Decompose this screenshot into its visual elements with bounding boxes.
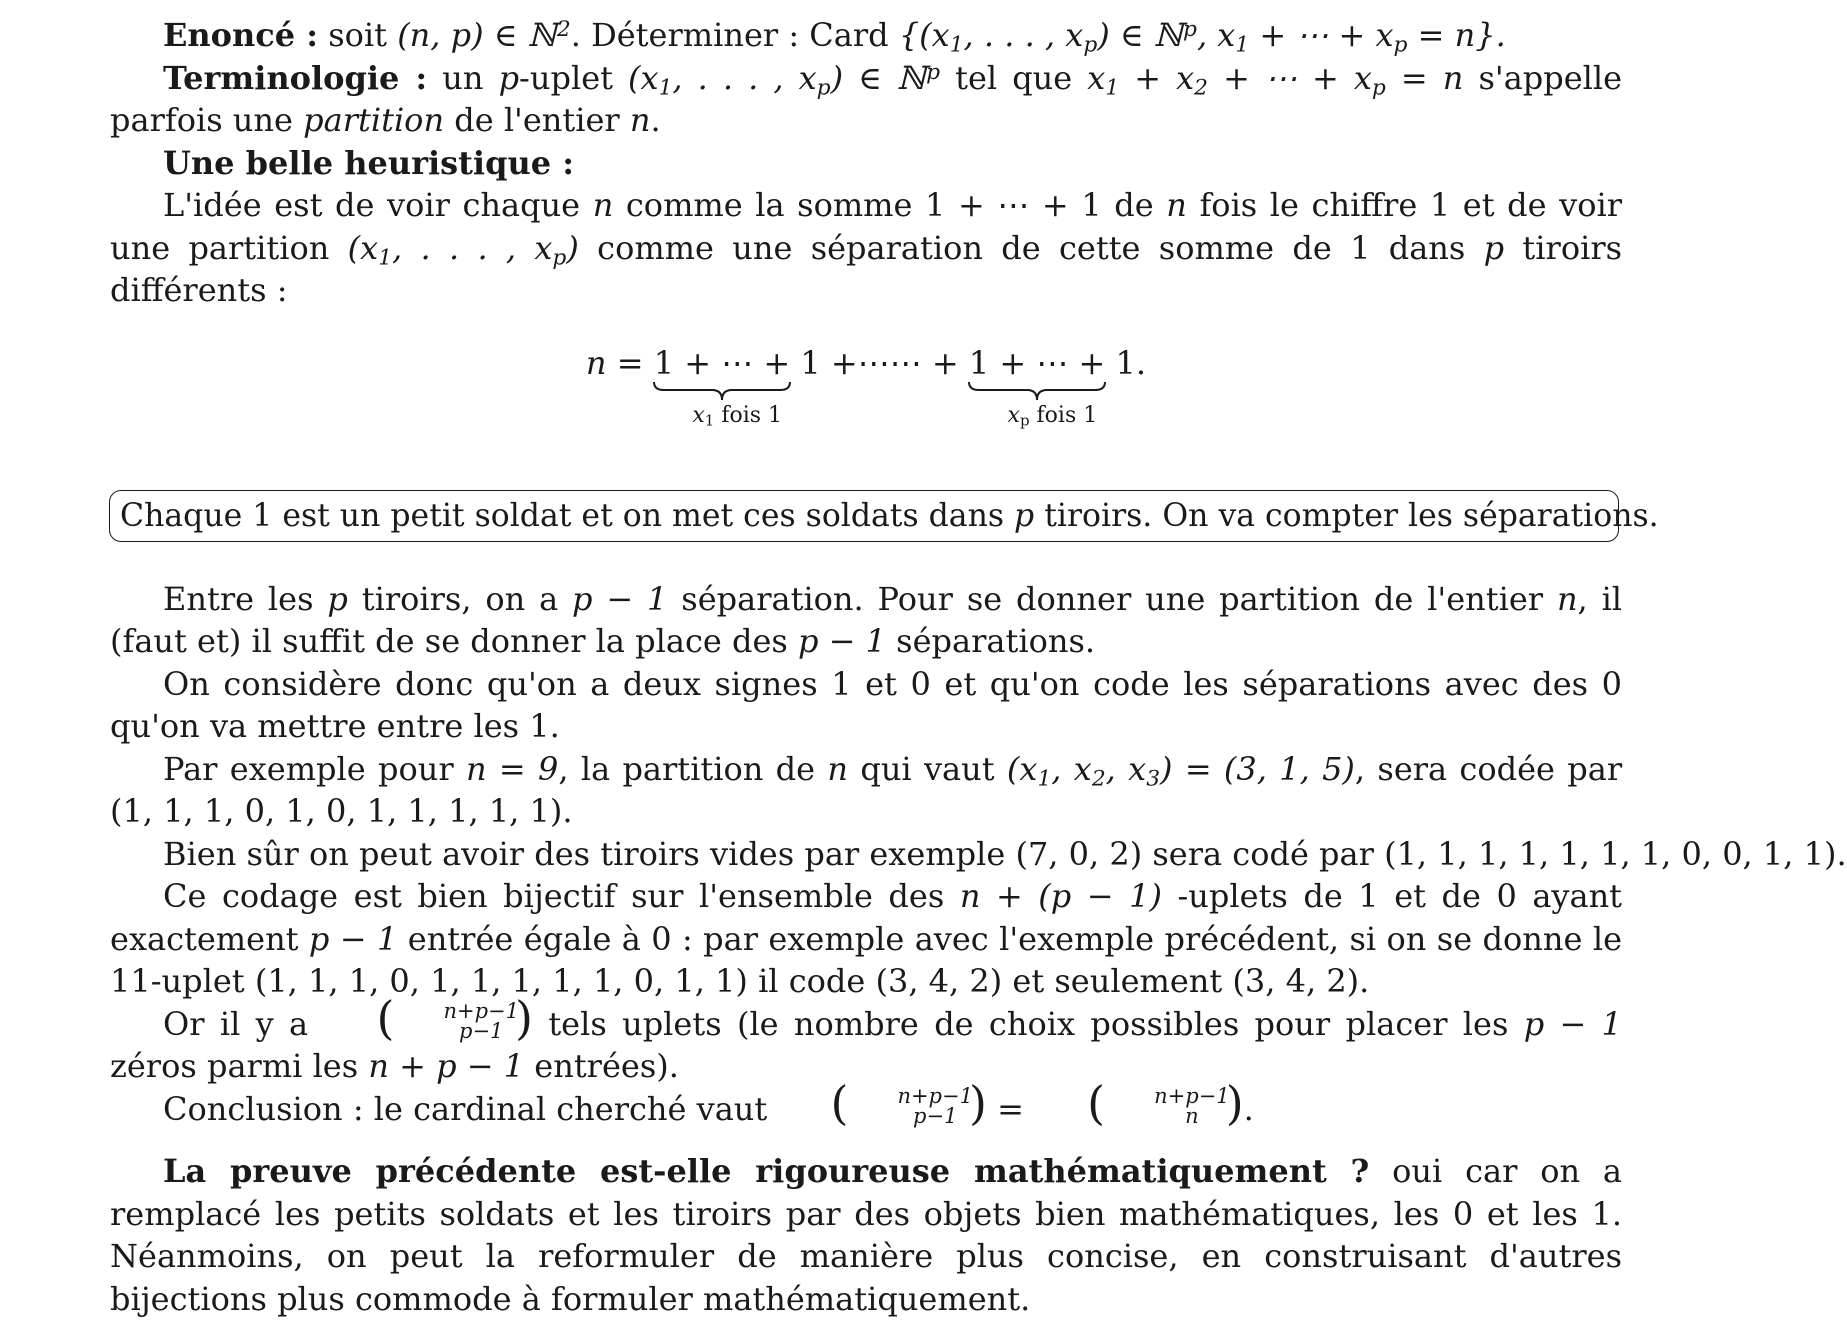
underbrace-1: [652, 380, 792, 402]
binomial-coefficient: ( n+p−1 n ): [1087, 1076, 1244, 1130]
tiroirs-vides-paragraph: Bien sûr on peut avoir des tiroirs vides par exemple (7, 0, 2) sera codé par (1, 1, 1, 1, 1, 1, 1, 0, 0, 1, 1).: [163, 834, 1847, 873]
binomial-coefficient: ( n+p−1 p−1 ): [830, 1076, 987, 1130]
underbrace-group-2: 1 + ⋯ + 1 $x_p$ fois 1: [968, 343, 1136, 430]
partition-term: partition: [303, 101, 445, 139]
underbrace-2: [967, 380, 1107, 402]
conclusion-paragraph: Conclusion : le cardinal cherché vaut ( n+p−1 p−1 ) = ( n+p−1 n ) .: [163, 1076, 1254, 1130]
math: (n, p) ∈ ℕ$^2$: [397, 16, 571, 54]
heuristique-paragraph: L'idée est de voir chaque n comme la somme 1 + ⋯ + 1 de n fois le chiffre 1 et de voir une partition ($x_1$, . . . , $x_p$) comme une séparation de cette somme de 1 dans p tiroirs différents :: [110, 186, 1623, 309]
enonce-paragraph: [110, 14, 1622, 57]
heuristique-heading: Une belle heuristique :: [163, 143, 575, 182]
underbrace-label-1: $x_1$ fois 1: [692, 402, 783, 430]
codage-paragraph: On considère donc qu'on a deux signes 1 et 0 et qu'on code les séparations avec des 0 qu'on va mettre entre les 1.: [110, 664, 1622, 745]
exemple-paragraph: Par exemple pour n = 9, la partition de n qui vaut ($x_1$, $x_2$, $x_3) = (3$, 1, 5), sera codée par (1, 1, 1, 0, 1, 0, 1, 1, 1, 1, 1).: [110, 749, 1623, 830]
terminologie-label: Terminologie :: [163, 58, 428, 97]
binomial-coefficient: ( n+p−1 p−1 ): [376, 991, 533, 1045]
nombre-uplets-paragraph: Or il y a ( n+p−1 p−1 ) tels uplets (le nombre de choix possibles pour placer les p − 1 zéros parmi les n + p − 1 entrées).: [110, 991, 1623, 1085]
text: soit: [328, 16, 388, 54]
boxed-remark: Chaque 1 est un petit soldat et on met ces soldats dans p tiroirs. On va compter les séparations.: [109, 490, 1619, 542]
bijectif-paragraph: Ce codage est bien bijectif sur l'ensemble des n + (p − 1) -uplets de 1 et de 0 ayant exactement p − 1 entrée égale à 0 : par exemple avec l'exemple précédent, si on se donne le 11-uplet (1, 1, 1, 0, 1, 1, 1, 1, 1, 0, 1, 1) il code (3, 4, 2) et seulement (3, 4, 2).: [110, 877, 1623, 1000]
separations-paragraph: Entre les p tiroirs, on a p − 1 séparation. Pour se donner une partition de l'entier n, il (faut et) il suffit de se donner la place des p − 1 séparations.: [110, 579, 1623, 660]
terminologie-paragraph: Terminologie : un p-uplet ($x_1$, . . . , $x_p$) ∈ ℕ$^p$ tel que $x_1 + x_2$ + ⋯ + $x_p = n$ s'appelle parfois une partition de l'entier n.: [110, 58, 1623, 139]
display-equation: n = 1 + ⋯ + 1 $x_1$ fois 1 +⋯⋯ + 1 + ⋯ + 1 $x_p$ fois 1 .: [585, 343, 1147, 430]
equation-lhs: n =: [585, 343, 644, 382]
document-page: [110, 14, 1847, 1320]
underbrace-label-2: $x_p$ fois 1: [1007, 402, 1098, 430]
enonce-label: Enoncé :: [163, 16, 319, 54]
rigueur-paragraph: La preuve précédente est-elle rigoureuse mathématiquement ? oui car on a remplacé les petits soldats et les tiroirs par des objets bien mathématiques, les 0 et les 1. Néanmoins, on peut la reformuler de manière plus concise, en construisant d'autres bijections plus commode à formuler mathématiquement.: [110, 1152, 1623, 1318]
math-set: {($x_1$, . . . , $x_p$) ∈ ℕ$^p$, $x_1$ + ⋯ + $x_p = n$}.: [898, 16, 1506, 58]
text: . Déterminer : Card: [570, 16, 889, 54]
rigueur-question: La preuve précédente est-elle rigoureuse mathématiquement ?: [163, 1152, 1370, 1190]
underbrace-group-1: 1 + ⋯ + 1 $x_1$ fois 1: [653, 343, 821, 430]
